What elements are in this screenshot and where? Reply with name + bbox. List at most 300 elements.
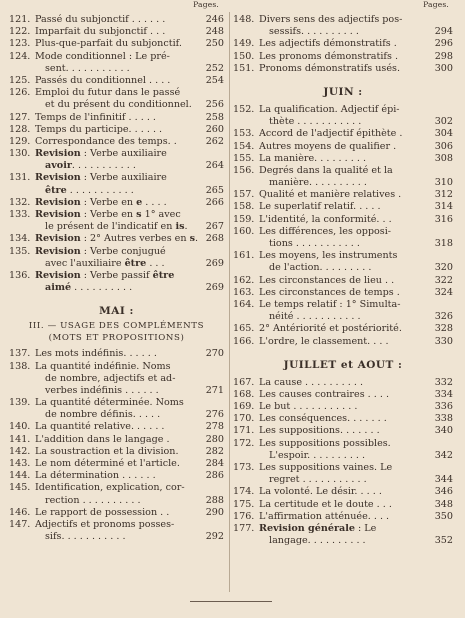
entry-number: 133.	[9, 209, 31, 220]
toc-entry	[233, 389, 453, 401]
entry-number: 177.	[233, 522, 255, 534]
entry-number: 141.	[9, 433, 31, 445]
toc-entry-136-cont	[9, 282, 224, 294]
toc-entry	[9, 519, 224, 531]
verb-ending: e	[136, 196, 143, 208]
toc-entry-continuation	[233, 177, 453, 189]
entry-text: Les circonstances de lieu . .	[259, 274, 395, 286]
entry-text: regret . . . . . . . . . . .	[269, 474, 367, 486]
entry-number: 125.	[9, 74, 31, 86]
toc-entry-continuation	[233, 450, 453, 462]
entry-text: La qualification. Adjectif épi-	[259, 103, 400, 115]
revision-label: Revision	[35, 196, 81, 208]
toc-entry-continuation	[233, 26, 453, 38]
page-number: 269	[205, 257, 224, 269]
toc-entry	[9, 348, 224, 360]
page-number: 346	[434, 486, 453, 498]
entry-text: Plus-que-parfait du subjonctif.	[35, 38, 182, 50]
page-number: 282	[205, 445, 224, 457]
entry-number: 167.	[233, 376, 255, 388]
toc-entry-continuation	[233, 262, 453, 274]
entry-text: Les suppositions possibles.	[259, 437, 391, 449]
toc-entry	[233, 377, 453, 389]
entry-number: 160.	[233, 225, 255, 237]
entry-text: avec l'auxiliaire	[45, 257, 125, 269]
entry-text: Qualité et manière relatives .	[259, 189, 402, 201]
toc-entry	[233, 153, 453, 165]
entry-text: Le but . . . . . . . . . . .	[259, 401, 358, 413]
revision-label: Revision	[35, 245, 81, 257]
entry-text: La quantité relative. . . . . .	[35, 421, 165, 433]
entry-number: 173.	[233, 462, 255, 473]
entry-text: Le superlatif relatif. . . . .	[259, 201, 381, 213]
entry-text: La quantité déterminée. Noms	[35, 397, 184, 409]
toc-entry-continuation	[233, 116, 453, 128]
entry-number: 163.	[233, 286, 255, 298]
toc-entry	[233, 51, 453, 63]
entry-text: : 2° Autres verbes en	[80, 233, 190, 245]
page-number: 340	[434, 425, 453, 437]
toc-entry-continuation	[233, 474, 453, 486]
page-number: 254	[205, 74, 224, 86]
toc-entry-continuation	[9, 495, 224, 507]
entry-text: L'ordre, le classement. . . .	[259, 335, 389, 347]
verb-label: avoir	[45, 160, 72, 172]
toc-entry	[233, 287, 453, 299]
entry-text: Autres moyens de qualifier .	[259, 140, 397, 152]
entry-text: Identification, explication, cor-	[35, 482, 185, 494]
toc-entry	[233, 38, 453, 50]
toc-entry-177	[233, 523, 453, 535]
toc-entry	[233, 189, 453, 201]
toc-entry-continuation	[9, 373, 224, 385]
entry-text: L'identité, la conformité. . .	[259, 213, 392, 225]
entry-text: et du présent du conditionnel.	[45, 99, 192, 111]
page-number: 290	[205, 506, 224, 518]
toc-entry-continuation	[9, 531, 224, 543]
entry-text: : Verbe passif	[80, 269, 153, 281]
revision-label: Revision	[35, 209, 81, 220]
toc-entry	[233, 104, 453, 116]
toc-entry	[233, 214, 453, 226]
entry-number: 158.	[233, 201, 255, 213]
entry-text: La volonté. Le désir. . . . .	[259, 486, 382, 498]
page-number: 322	[434, 274, 453, 286]
toc-entry	[233, 250, 453, 262]
entry-leader: . . . . . . . . . .	[71, 282, 133, 294]
toc-entry-continuation	[233, 238, 453, 250]
entry-number: 161.	[233, 250, 255, 262]
entry-text: Le rapport de possession . .	[35, 506, 170, 518]
toc-entry	[9, 112, 224, 124]
toc-entry	[233, 201, 453, 213]
page-number: 252	[205, 62, 224, 74]
toc-entry-132	[9, 197, 224, 209]
entry-number: 170.	[233, 413, 255, 425]
entry-number: 138.	[9, 360, 31, 372]
toc-entry-130	[9, 148, 224, 160]
page-number: 320	[434, 262, 453, 274]
entry-text: de nombre définis. . . . .	[45, 409, 161, 421]
entry-text: Pronoms démonstratifs usés.	[259, 62, 400, 74]
toc-entry	[233, 14, 453, 26]
subsection-subheading: (MOTS ET PROPOSITIONS)	[48, 333, 185, 344]
entry-number: 165.	[233, 323, 255, 335]
page-number: 310	[434, 177, 453, 189]
entry-text: Les mots indéfinis. . . . . .	[35, 348, 157, 360]
toc-entry	[9, 397, 224, 409]
toc-entry	[233, 499, 453, 511]
entry-leader: .	[184, 221, 188, 233]
entry-text: Les différences, les opposi-	[259, 225, 392, 237]
verb-ending: s	[136, 209, 142, 220]
page-number: 302	[434, 116, 453, 128]
column-divider	[229, 12, 230, 592]
toc-entry-continuation	[9, 409, 224, 421]
entry-text: sifs. . . . . . . . . . .	[45, 531, 126, 543]
page-number: 324	[434, 286, 453, 298]
entry-leader: . . . . . . . . . . .	[66, 184, 134, 196]
toc-entry	[9, 75, 224, 87]
toc-entry	[233, 413, 453, 425]
page-number: 328	[434, 323, 453, 335]
entry-number: 166.	[233, 335, 255, 347]
entry-text: Le temps relatif : 1° Simulta-	[259, 298, 401, 310]
entry-number: 129.	[9, 135, 31, 147]
entry-text: Adjectifs et pronoms posses-	[35, 518, 175, 530]
entry-text-tail: 1° avec	[141, 209, 181, 220]
entry-number: 140.	[9, 421, 31, 433]
entry-text: 2° Antériorité et postériorité.	[259, 323, 402, 335]
toc-entry-133-cont	[9, 221, 224, 233]
page-number: 330	[434, 335, 453, 347]
entry-text: La cause . . . . . . . . . .	[259, 376, 364, 388]
entry-text: Emploi du futur dans le passé	[35, 87, 181, 99]
page-number: 318	[434, 238, 453, 249]
entry-text: La quantité indéfinie. Noms	[35, 360, 171, 372]
entry-leader: . . . .	[142, 196, 167, 208]
page-number: 264	[205, 160, 224, 172]
entry-number: 142.	[9, 445, 31, 457]
revision-label: Revision générale	[259, 522, 355, 534]
page-number: 292	[205, 531, 224, 543]
toc-entry	[233, 141, 453, 153]
entry-text: Degrés dans la qualité et la	[259, 164, 393, 176]
page-number: 246	[205, 14, 224, 25]
entry-text: : Le	[354, 522, 377, 534]
entry-text: le présent de l'indicatif en	[45, 221, 176, 233]
entry-text: thète . . . . . . . . . . .	[269, 116, 362, 128]
verb-label: être	[152, 269, 175, 281]
verb-ending: s	[189, 233, 195, 245]
toc-entry	[233, 275, 453, 287]
entry-number: 127.	[9, 111, 31, 123]
toc-entry	[233, 425, 453, 437]
entry-number: 137.	[9, 348, 31, 360]
toc-entry	[9, 87, 224, 99]
page-number: 268	[205, 233, 224, 245]
toc-entry	[9, 361, 224, 373]
entry-number: 122.	[9, 26, 31, 38]
entry-text: Les pronoms démonstratifs .	[259, 50, 399, 62]
entry-leader: . . . . . . . . . . .	[71, 160, 136, 172]
entry-number: 136.	[9, 269, 31, 281]
toc-entry-177-cont	[233, 535, 453, 547]
entry-leader: . . .	[146, 257, 165, 269]
entry-number: 162.	[233, 274, 255, 286]
toc-entry	[233, 226, 453, 238]
right-entries	[233, 14, 453, 547]
entry-text: verbes indéfinis . . . . . .	[45, 384, 159, 396]
page-number: 314	[434, 201, 453, 213]
toc-entry	[9, 26, 224, 38]
left-entries	[9, 14, 224, 543]
entry-leader: .	[195, 233, 199, 245]
entry-text: L'affirmation atténuée. . . .	[259, 510, 390, 522]
entry-text: L'espoir. . . . . . . . . .	[269, 449, 366, 461]
toc-entry	[9, 482, 224, 494]
page-number: 269	[205, 282, 224, 294]
page-number: 336	[434, 401, 453, 413]
page-number: 348	[434, 498, 453, 510]
entry-text: : Verbe conjugué	[80, 245, 166, 257]
entry-text: Correspondance des temps. .	[35, 135, 177, 147]
toc-entry	[9, 421, 224, 433]
entry-number: 134.	[9, 233, 31, 245]
entry-text: Les causes contraires . . . .	[259, 388, 390, 400]
toc-entry-136	[9, 270, 224, 282]
page-number: 270	[205, 348, 224, 360]
entry-number: 148.	[233, 14, 255, 25]
entry-number: 143.	[9, 458, 31, 469]
toc-entry	[9, 14, 224, 26]
page-number: 271	[205, 384, 224, 396]
page-number: 352	[434, 535, 453, 547]
entry-text: rection . . . . . . . . . .	[45, 494, 141, 506]
entry-number: 154.	[233, 140, 255, 152]
verb-label: être	[45, 184, 67, 196]
toc-entry	[9, 38, 224, 50]
toc-entry	[233, 323, 453, 335]
entry-text: La manière. . . . . . . . .	[259, 152, 366, 164]
toc-entry	[9, 51, 224, 63]
toc-entry-continuation	[9, 385, 224, 397]
page-number: 332	[434, 376, 453, 388]
page-number: 296	[434, 38, 453, 50]
page-number: 308	[434, 152, 453, 164]
entry-text: : Verbe en	[80, 209, 137, 220]
entry-text: Passés du conditionnel . . . .	[35, 74, 171, 86]
verb-label: aimé	[45, 282, 72, 294]
toc-entry	[233, 63, 453, 75]
toc-entry	[233, 438, 453, 450]
page-number: 278	[205, 421, 224, 433]
toc-entry	[233, 336, 453, 348]
page-number: 265	[205, 184, 224, 196]
page-number: 312	[434, 189, 453, 201]
page-number: 344	[434, 474, 453, 486]
entry-number: 157.	[233, 189, 255, 201]
entry-number: 172.	[233, 437, 255, 449]
pages-label: Pages.	[193, 0, 219, 9]
toc-entry-135-cont	[9, 258, 224, 270]
entry-text: Temps de l'infinitif . . . . .	[35, 111, 156, 123]
page-number: 298	[434, 50, 453, 62]
entry-number: 130.	[9, 148, 31, 160]
page-number: 262	[205, 135, 224, 147]
toc-entry-133	[9, 209, 224, 221]
entry-number: 144.	[9, 470, 31, 482]
entry-number: 121.	[9, 14, 31, 25]
section-heading-mai: MAI :	[99, 305, 134, 318]
entry-text: sessifs. . . . . . . . . .	[269, 26, 359, 38]
entry-text: Les circonstances de temps .	[259, 286, 400, 298]
page-number: 266	[205, 196, 224, 208]
entry-number: 126.	[9, 87, 31, 99]
revision-label: Revision	[35, 233, 81, 245]
entry-text: néité . . . . . . . . . . .	[269, 311, 361, 323]
entry-text: : Verbe auxiliaire	[80, 148, 167, 160]
page-number: 306	[434, 140, 453, 152]
page-number: 258	[205, 111, 224, 123]
entry-text: : Verbe auxiliaire	[80, 172, 167, 184]
verb-ending: is	[175, 221, 185, 233]
subsection-heading: III. — USAGE DES COMPLÉMENTS	[28, 321, 205, 332]
toc-entry-130-cont	[9, 160, 224, 172]
page-number: 300	[434, 62, 453, 74]
entry-text: Temps du participe. . . . . .	[35, 123, 163, 135]
section-heading-juin: JUIN :	[323, 85, 363, 98]
entry-number: 168.	[233, 388, 255, 400]
toc-entry	[9, 470, 224, 482]
entry-number: 175.	[233, 498, 255, 510]
entry-text: Les conséquences. . . . . . .	[259, 413, 387, 425]
entry-text: : Verbe en	[80, 196, 137, 208]
entry-number: 169.	[233, 401, 255, 413]
page-number: 350	[434, 510, 453, 522]
entry-number: 156.	[233, 164, 255, 176]
entry-number: 155.	[233, 152, 255, 164]
pages-label: Pages.	[423, 0, 449, 9]
entry-number: 150.	[233, 50, 255, 62]
entry-number: 147.	[9, 518, 31, 530]
page-number: 280	[205, 433, 224, 445]
entry-text: de nombre, adjectifs et ad-	[45, 372, 176, 384]
entry-text: Imparfait du subjonctif . . .	[35, 26, 166, 38]
entry-text: Divers sens des adjectifs pos-	[259, 14, 403, 25]
page-number: 338	[434, 413, 453, 425]
entry-number: 123.	[9, 38, 31, 50]
entry-text: La soustraction et la division.	[35, 445, 179, 457]
page-number: 267	[205, 221, 224, 233]
revision-label: Revision	[35, 269, 81, 281]
entry-text: Accord de l'adjectif épithète .	[259, 128, 403, 140]
entry-text: Le nom déterminé et l'article.	[35, 458, 180, 469]
entry-text: Les suppositions. . . . . . .	[259, 425, 380, 437]
entry-number: 146.	[9, 506, 31, 518]
toc-entry	[9, 458, 224, 470]
toc-entry	[233, 165, 453, 177]
entry-number: 176.	[233, 510, 255, 522]
entry-text: de l'action. . . . . . . . .	[269, 262, 372, 274]
entry-text: tions . . . . . . . . . . .	[269, 238, 360, 249]
page-number: 288	[205, 494, 224, 506]
toc-entry	[233, 299, 453, 311]
toc-entry	[233, 511, 453, 523]
toc-entry-continuation	[9, 63, 224, 75]
entry-text: Les moyens, les instruments	[259, 250, 398, 262]
toc-entry	[233, 486, 453, 498]
entry-number: 139.	[9, 397, 31, 409]
entry-number: 145.	[9, 482, 31, 494]
toc-entry-continuation	[233, 311, 453, 323]
entry-text: langage. . . . . . . . . .	[269, 535, 366, 547]
entry-number: 132.	[9, 196, 31, 208]
verb-label: être	[124, 257, 147, 269]
entry-text: Les adjectifs démonstratifs .	[259, 38, 397, 50]
toc-entry-continuation	[9, 99, 224, 111]
entry-text: Passé du subjonctif . . . . . .	[35, 14, 166, 25]
toc-entry	[9, 507, 224, 519]
page-number: 294	[434, 26, 453, 38]
entry-number: 171.	[233, 425, 255, 437]
entry-number: 159.	[233, 213, 255, 225]
toc-entry-131	[9, 172, 224, 184]
entry-text: sent. . . . . . . . . . .	[45, 62, 130, 74]
toc-entry-131-cont	[9, 185, 224, 197]
entry-number: 135.	[9, 245, 31, 257]
page-number: 326	[434, 311, 453, 323]
entry-number: 149.	[233, 38, 255, 50]
toc-entry	[233, 401, 453, 413]
page-number: 284	[205, 458, 224, 469]
page-number: 304	[434, 128, 453, 140]
toc-entry	[9, 136, 224, 148]
entry-number: 151.	[233, 62, 255, 74]
entry-number: 174.	[233, 486, 255, 498]
entry-text: manière. . . . . . . . . .	[269, 177, 367, 189]
page-number: 334	[434, 388, 453, 400]
footer-rule	[190, 601, 272, 602]
entry-number: 153.	[233, 128, 255, 140]
entry-text: L'addition dans le langage .	[35, 433, 170, 445]
toc-entry	[9, 124, 224, 136]
entry-number: 131.	[9, 172, 31, 184]
toc-entry-134	[9, 233, 224, 245]
section-heading-juillet-aout: JUILLET et AOUT :	[283, 358, 403, 371]
page-number: 256	[205, 99, 224, 111]
toc-entry	[233, 128, 453, 140]
entry-text: Mode conditionnel : Le pré-	[35, 50, 170, 62]
page-number: 276	[205, 409, 224, 421]
entry-text: La détermination . . . . . .	[35, 470, 156, 482]
entry-number: 152.	[233, 103, 255, 115]
page-number: 248	[205, 26, 224, 38]
page-number: 342	[434, 449, 453, 461]
page-number: 286	[205, 470, 224, 482]
page-number: 260	[205, 123, 224, 135]
toc-entry	[9, 446, 224, 458]
page-number: 316	[434, 213, 453, 225]
toc-entry-135	[9, 246, 224, 258]
entry-number: 128.	[9, 123, 31, 135]
toc-entry	[233, 462, 453, 474]
entry-number: 124.	[9, 50, 31, 62]
revision-label: Revision	[35, 172, 81, 184]
entry-number: 164.	[233, 298, 255, 310]
entry-text: La certitude et le doute . . .	[259, 498, 392, 510]
toc-entry	[9, 434, 224, 446]
